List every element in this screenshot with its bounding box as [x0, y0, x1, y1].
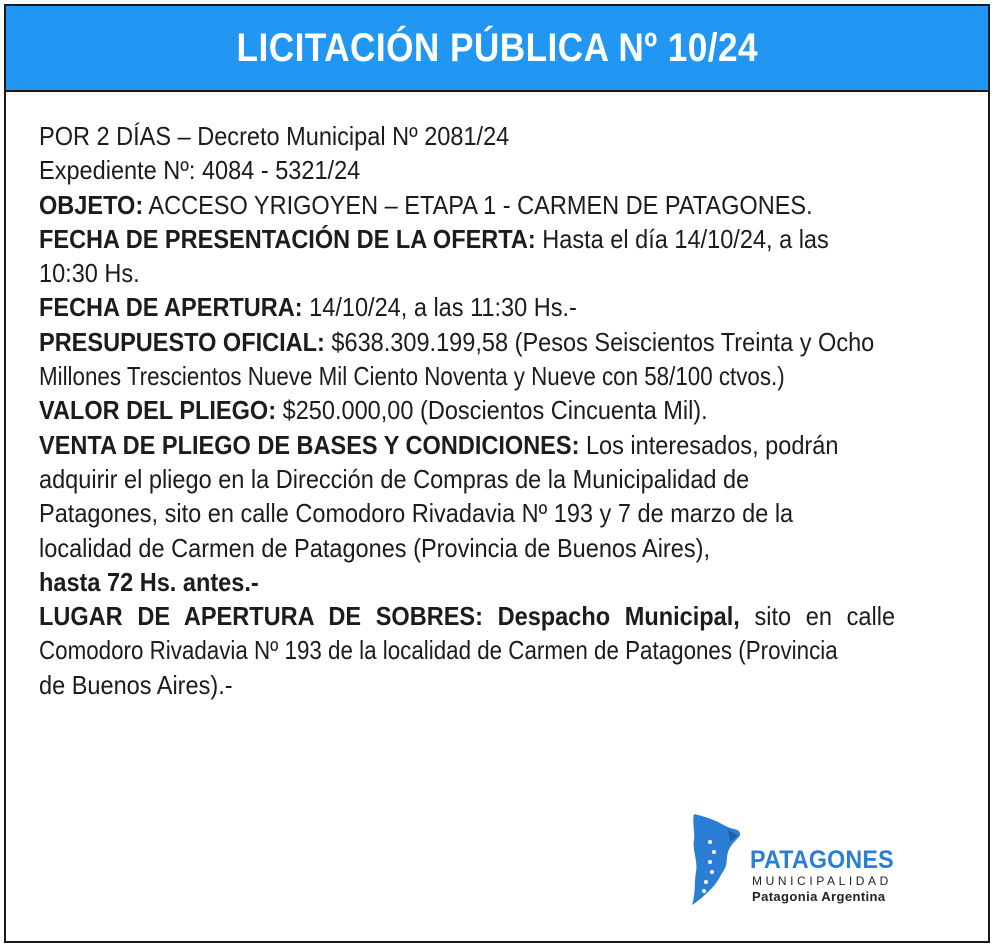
venta-line: [39, 428, 881, 462]
notice-frame: [4, 4, 990, 943]
patagones-map-icon: [688, 812, 744, 907]
logo-region: Patagonia Argentina: [752, 889, 886, 904]
fecha-presentacion-value: Hasta el día 14/10/24, a las: [535, 223, 829, 254]
patagones-logo: [688, 812, 928, 912]
venta-deadline: hasta 72 Hs. antes.-: [39, 566, 259, 597]
fecha-presentacion-time: 10:30 Hs.: [39, 258, 140, 289]
venta-value-3: Patagones, sito en calle Comodoro Rivadavia Nº 193 y 7 de marzo de la: [39, 498, 794, 529]
fecha-presentacion-line-2: [39, 256, 881, 290]
fecha-apertura-line: [39, 290, 881, 324]
valor-pliego-line: [39, 393, 881, 427]
venta-value-2: adquirir el pliego en la Dirección de Compras de la Municipalidad de: [39, 463, 750, 494]
lugar-label: LUGAR DE APERTURA DE SOBRES: Despacho Municipal,: [39, 601, 740, 632]
venta-line-3: [39, 496, 881, 530]
venta-line-2: [39, 462, 881, 496]
valor-pliego-label: VALOR DEL PLIEGO:: [39, 395, 277, 426]
venta-line-4: [39, 531, 881, 565]
lugar-line-2: [39, 633, 839, 667]
logo-name: PATAGONES: [750, 846, 894, 874]
objeto-value: ACCESO YRIGOYEN – ETAPA 1 - CARMEN DE PATAGONES.: [143, 189, 813, 220]
publication-line: [39, 119, 881, 153]
lugar-value: sito en calle: [739, 601, 896, 632]
fecha-presentacion-line: [39, 222, 881, 256]
presupuesto-value: $638.309.199,58 (Pesos Seiscientos Treinta y Ocho: [324, 326, 875, 357]
logo-subtitle: MUNICIPALIDAD: [752, 874, 892, 888]
title-banner: [6, 6, 988, 92]
venta-label: VENTA DE PLIEGO DE BASES Y CONDICIONES:: [39, 429, 580, 460]
venta-value: Los interesados, podrán: [579, 429, 839, 460]
valor-pliego-value: $250.000,00 (Doscientos Cincuenta Mil).: [276, 395, 708, 426]
publication-text: POR 2 DÍAS – Decreto Municipal Nº 2081/24: [39, 121, 510, 151]
venta-deadline-line: [39, 565, 881, 599]
lugar-line-3: [39, 668, 881, 702]
page-title: LICITACIÓN PÚBLICA Nº 10/24: [236, 25, 758, 70]
objeto-label: OBJETO:: [39, 189, 144, 220]
presupuesto-label: PRESUPUESTO OFICIAL:: [39, 326, 325, 357]
lugar-value-3: de Buenos Aires).-: [39, 669, 233, 700]
lugar-value-2: Comodoro Rivadavia Nº 193 de la localidad de Carmen de Patagones (Provincia: [39, 635, 838, 666]
fecha-presentacion-label: FECHA DE PRESENTACIÓN DE LA OFERTA:: [39, 223, 536, 254]
lugar-line: [39, 599, 896, 633]
expediente-text: Expediente Nº: 4084 - 5321/24: [39, 155, 361, 186]
presupuesto-value-words: Millones Trescientos Nueve Mil Ciento Noventa y Nueve con 58/100 ctvos.): [39, 361, 785, 392]
venta-value-4: localidad de Carmen de Patagones (Provincia de Buenos Aires),: [39, 532, 711, 563]
presupuesto-line-2: [39, 359, 839, 393]
objeto-line: [39, 188, 881, 222]
expediente-line: [39, 153, 881, 187]
fecha-apertura-label: FECHA DE APERTURA:: [39, 292, 303, 323]
notice-body: [39, 119, 969, 702]
fecha-apertura-value: 14/10/24, a las 11:30 Hs.-: [302, 292, 577, 323]
presupuesto-line: [39, 325, 881, 359]
